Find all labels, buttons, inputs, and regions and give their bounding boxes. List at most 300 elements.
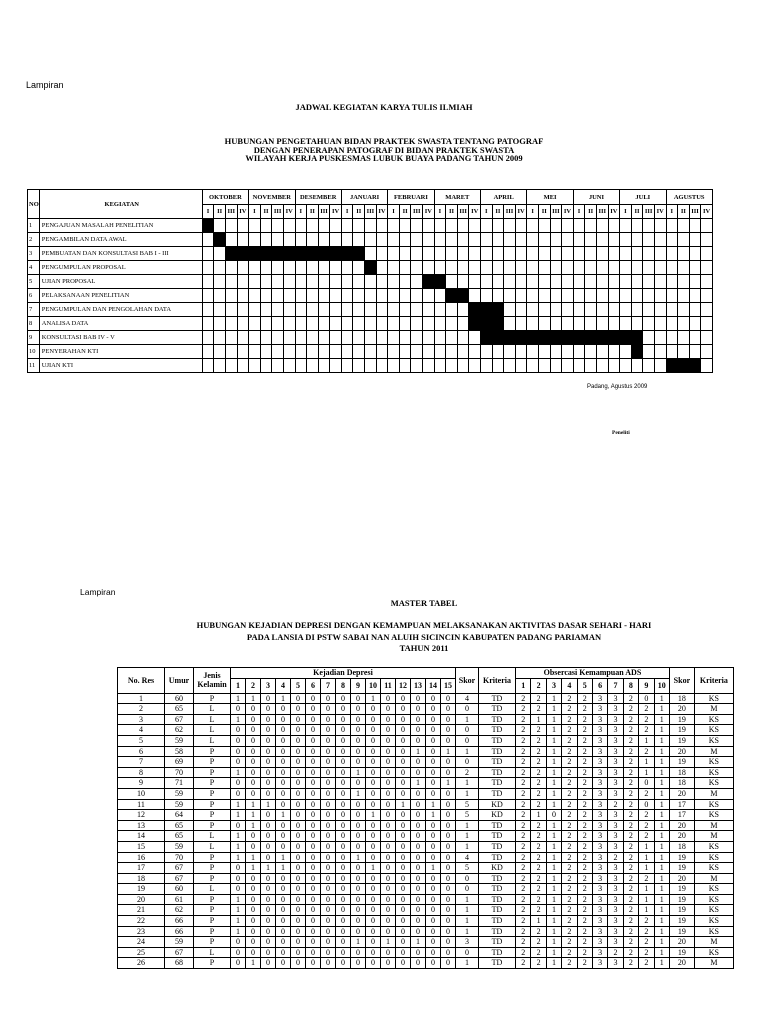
cell-umur: 66 (165, 926, 194, 937)
cell-skor: 1 (456, 894, 479, 905)
gantt-cell (423, 317, 435, 331)
gantt-cell (272, 261, 284, 275)
gantt-cell (504, 359, 516, 373)
gantt-bar-cell (596, 331, 608, 345)
cell-depresi-item: 0 (306, 810, 321, 821)
gantt-cell (538, 317, 550, 331)
cell-depresi-item: 0 (321, 873, 336, 884)
gantt-bar-cell (272, 247, 284, 261)
cell-depresi-item: 0 (261, 704, 276, 715)
month-header: JANUARI (341, 190, 387, 205)
cell-depresi-item: 0 (351, 746, 366, 757)
month-header: MARET (434, 190, 480, 205)
activity-name: UJIAN PROPOSAL (39, 275, 202, 289)
cell-depresi-item: 1 (246, 799, 261, 810)
cell-skor-2: 17 (669, 799, 694, 810)
cell-ads-item: 1 (546, 884, 561, 895)
cell-depresi-item: 0 (426, 831, 441, 842)
gantt-cell (469, 275, 481, 289)
cell-depresi-item: 0 (411, 863, 426, 874)
cell-ads-item: 1 (546, 873, 561, 884)
gantt-cell (666, 219, 678, 233)
cell-depresi-item: 1 (441, 746, 456, 757)
gantt-cell (388, 359, 400, 373)
cell-skor-2: 19 (669, 852, 694, 863)
cell-kriteria: TD (479, 788, 516, 799)
gantt-cell (341, 289, 353, 303)
gantt-cell (585, 261, 597, 275)
cell-depresi-item: 0 (351, 735, 366, 746)
gantt-cell (399, 219, 411, 233)
gantt-cell (527, 233, 539, 247)
cell-kriteria: TD (479, 937, 516, 948)
gantt-row (28, 289, 713, 303)
cell-umur: 60 (165, 884, 194, 895)
cell-depresi-item: 0 (426, 916, 441, 927)
gantt-cell (550, 303, 562, 317)
gantt-cell (608, 289, 620, 303)
cell-depresi-item: 0 (336, 916, 351, 927)
cell-ads-item: 2 (531, 820, 546, 831)
gantt-cell (272, 233, 284, 247)
gantt-cell (411, 317, 423, 331)
cell-depresi-item: 0 (291, 947, 306, 958)
gantt-cell (388, 331, 400, 345)
cell-depresi-item: 0 (336, 810, 351, 821)
cell-depresi-item: 0 (411, 852, 426, 863)
gantt-cell (504, 345, 516, 359)
gantt-cell (283, 317, 295, 331)
gantt-cell (283, 331, 295, 345)
gantt-cell (596, 261, 608, 275)
cell-ads-item: 1 (546, 958, 561, 969)
cell-kriteria: TD (479, 916, 516, 927)
cell-ads-item: 2 (531, 831, 546, 842)
depresi-item-header: 12 (396, 678, 411, 693)
cell-depresi-item: 0 (321, 788, 336, 799)
cell-depresi-item: 0 (396, 841, 411, 852)
cell-depresi-item: 0 (351, 810, 366, 821)
cell-depresi-item: 0 (381, 926, 396, 937)
cell-depresi-item: 1 (366, 863, 381, 874)
cell-no-res: 3 (118, 714, 165, 725)
cell-depresi-item: 0 (411, 905, 426, 916)
gantt-cell (538, 303, 550, 317)
cell-ads-item: 1 (546, 863, 561, 874)
cell-ads-item: 2 (577, 746, 592, 757)
gantt-cell (504, 275, 516, 289)
cell-kriteria: TD (479, 841, 516, 852)
cell-ads-item: 2 (639, 788, 654, 799)
cell-ads-item: 1 (654, 735, 669, 746)
cell-jenis-kelamin: P (194, 820, 231, 831)
gantt-cell (237, 289, 249, 303)
week-header: IV (237, 205, 249, 219)
cell-depresi-item: 0 (291, 873, 306, 884)
cell-skor-2: 20 (669, 704, 694, 715)
gantt-cell (295, 261, 307, 275)
cell-ads-item: 1 (654, 799, 669, 810)
cell-kriteria-2: M (694, 831, 733, 842)
cell-depresi-item: 1 (396, 799, 411, 810)
cell-depresi-item: 0 (411, 810, 426, 821)
cell-depresi-item: 0 (336, 947, 351, 958)
gantt-bar-cell (481, 303, 493, 317)
cell-ads-item: 2 (562, 693, 577, 704)
cell-depresi-item: 0 (441, 767, 456, 778)
gantt-cell (527, 261, 539, 275)
cell-jenis-kelamin: P (194, 767, 231, 778)
cell-ads-item: 2 (531, 873, 546, 884)
gantt-cell (701, 261, 713, 275)
gantt-cell (596, 303, 608, 317)
cell-ads-item: 1 (546, 916, 561, 927)
cell-ads-item: 2 (623, 894, 638, 905)
cell-depresi-item: 0 (366, 894, 381, 905)
gantt-cell (260, 331, 272, 345)
gantt-cell (538, 233, 550, 247)
week-header: IV (423, 205, 435, 219)
cell-depresi-item: 0 (441, 693, 456, 704)
cell-jenis-kelamin: P (194, 693, 231, 704)
gantt-cell (307, 303, 319, 317)
cell-skor-2: 20 (669, 788, 694, 799)
cell-depresi-item: 0 (246, 788, 261, 799)
gantt-cell (457, 247, 469, 261)
cell-ads-item: 2 (516, 820, 531, 831)
cell-depresi-item: 0 (351, 916, 366, 927)
cell-depresi-item: 0 (351, 757, 366, 768)
master-row (118, 757, 734, 768)
cell-depresi-item: 0 (381, 884, 396, 895)
gantt-cell (388, 303, 400, 317)
gantt-cell (214, 331, 226, 345)
cell-depresi-item: 0 (291, 788, 306, 799)
gantt-cell (376, 317, 388, 331)
signer: Peneliti (612, 430, 630, 436)
cell-ads-item: 2 (516, 810, 531, 821)
gantt-cell (260, 233, 272, 247)
week-header: II (538, 205, 550, 219)
week-header: II (492, 205, 504, 219)
cell-depresi-item: 0 (426, 841, 441, 852)
ads-item-header: 3 (546, 678, 561, 693)
cell-depresi-item: 0 (306, 863, 321, 874)
cell-ads-item: 2 (639, 947, 654, 958)
cell-ads-item: 1 (639, 905, 654, 916)
gantt-cell (596, 247, 608, 261)
cell-depresi-item: 1 (276, 693, 291, 704)
cell-ads-item: 2 (639, 820, 654, 831)
gantt-cell (643, 317, 655, 331)
cell-depresi-item: 0 (411, 884, 426, 895)
gantt-cell (643, 303, 655, 317)
cell-ads-item: 3 (608, 926, 623, 937)
cell-kriteria-2: M (694, 704, 733, 715)
gantt-cell (678, 247, 690, 261)
cell-ads-item: 1 (654, 820, 669, 831)
activity-no: 2 (28, 233, 40, 247)
cell-depresi-item: 0 (276, 916, 291, 927)
gantt-cell (214, 247, 226, 261)
cell-depresi-item: 0 (246, 894, 261, 905)
cell-skor-2: 20 (669, 958, 694, 969)
cell-depresi-item: 0 (381, 831, 396, 842)
week-header: IV (515, 205, 527, 219)
month-header: DESEMBER (295, 190, 341, 205)
cell-depresi-item: 0 (396, 810, 411, 821)
gantt-cell (550, 359, 562, 373)
cell-depresi-item: 0 (366, 831, 381, 842)
gantt-cell (376, 247, 388, 261)
cell-depresi-item: 1 (231, 799, 246, 810)
gantt-cell (515, 289, 527, 303)
gantt-cell (365, 359, 377, 373)
gantt-cell (596, 219, 608, 233)
cell-depresi-item: 0 (441, 852, 456, 863)
gantt-cell (307, 317, 319, 331)
cell-depresi-item: 0 (261, 746, 276, 757)
gantt-cell (272, 331, 284, 345)
gantt-cell (411, 359, 423, 373)
cell-ads-item: 3 (608, 820, 623, 831)
cell-depresi-item: 0 (291, 905, 306, 916)
cell-ads-item: 3 (592, 905, 607, 916)
gantt-cell (353, 261, 365, 275)
activity-name: PENGAMBILAN DATA AWAL (39, 233, 202, 247)
cell-kriteria-2: KS (694, 810, 733, 821)
gantt-cell (249, 261, 261, 275)
cell-depresi-item: 0 (426, 937, 441, 948)
cell-kriteria: TD (479, 693, 516, 704)
cell-depresi-item: 0 (411, 788, 426, 799)
gantt-cell (307, 345, 319, 359)
master-row (118, 788, 734, 799)
cell-ads-item: 2 (623, 757, 638, 768)
gantt-cell (654, 289, 666, 303)
cell-ads-item: 1 (546, 937, 561, 948)
gantt-cell (550, 247, 562, 261)
gantt-cell (573, 247, 585, 261)
cell-kriteria-2: KS (694, 693, 733, 704)
cell-ads-item: 1 (654, 937, 669, 948)
cell-depresi-item: 0 (441, 937, 456, 948)
cell-ads-item: 2 (577, 873, 592, 884)
week-header: III (318, 205, 330, 219)
cell-depresi-item: 0 (246, 916, 261, 927)
gantt-cell (701, 219, 713, 233)
gantt-cell (225, 331, 237, 345)
cell-ads-item: 2 (562, 905, 577, 916)
gantt-cell (678, 289, 690, 303)
gantt-cell (330, 233, 342, 247)
gantt-cell (249, 289, 261, 303)
gantt-cell (318, 219, 330, 233)
gantt-bar-cell (260, 247, 272, 261)
cell-skor-2: 19 (669, 714, 694, 725)
cell-depresi-item: 0 (426, 746, 441, 757)
cell-skor: 0 (456, 735, 479, 746)
gantt-cell (689, 331, 701, 345)
cell-skor: 5 (456, 799, 479, 810)
gantt-cell (237, 261, 249, 275)
gantt-row (28, 345, 713, 359)
cell-kriteria-2: KS (694, 916, 733, 927)
col-header-skor: Skor (456, 668, 479, 694)
gantt-cell (341, 331, 353, 345)
gantt-cell (457, 345, 469, 359)
cell-ads-item: 3 (608, 810, 623, 821)
gantt-cell (388, 219, 400, 233)
cell-ads-item: 2 (577, 820, 592, 831)
gantt-cell (388, 233, 400, 247)
cell-depresi-item: 0 (306, 799, 321, 810)
cell-ads-item: 1 (654, 714, 669, 725)
cell-depresi-item: 0 (426, 894, 441, 905)
cell-depresi-item: 0 (246, 884, 261, 895)
cell-ads-item: 2 (577, 714, 592, 725)
cell-depresi-item: 0 (261, 693, 276, 704)
gantt-bar-cell (689, 359, 701, 373)
gantt-cell (330, 261, 342, 275)
gantt-cell (353, 359, 365, 373)
cell-ads-item: 1 (546, 767, 561, 778)
cell-depresi-item: 0 (276, 873, 291, 884)
gantt-cell (631, 247, 643, 261)
gantt-cell (423, 247, 435, 261)
gantt-cell (260, 359, 272, 373)
cell-ads-item: 2 (608, 852, 623, 863)
gantt-cell (701, 303, 713, 317)
gantt-cell (481, 233, 493, 247)
gantt-cell (469, 331, 481, 345)
cell-ads-item: 3 (592, 693, 607, 704)
cell-ads-item: 2 (623, 884, 638, 895)
cell-depresi-item: 1 (231, 852, 246, 863)
cell-depresi-item: 0 (246, 873, 261, 884)
gantt-cell (701, 275, 713, 289)
gantt-cell (341, 275, 353, 289)
master-subtitle-line: HUBUNGAN KEJADIAN DEPRESI DENGAN KEMAMPUAN MELAKSANAKAN AKTIVITAS DASAR SEHARI - HARI (196, 620, 652, 630)
gantt-cell (515, 219, 527, 233)
week-header: III (365, 205, 377, 219)
gantt-cell (666, 331, 678, 345)
cell-ads-item: 1 (531, 714, 546, 725)
cell-depresi-item: 0 (321, 714, 336, 725)
gantt-cell (515, 303, 527, 317)
cell-ads-item: 3 (592, 799, 607, 810)
cell-no-res: 2 (118, 704, 165, 715)
cell-ads-item: 1 (546, 926, 561, 937)
cell-skor: 0 (456, 884, 479, 895)
gantt-bar-cell (631, 331, 643, 345)
cell-depresi-item: 0 (261, 926, 276, 937)
gantt-cell (457, 261, 469, 275)
cell-skor-2: 19 (669, 947, 694, 958)
cell-depresi-item: 0 (246, 714, 261, 725)
gantt-cell (678, 275, 690, 289)
gantt-cell (260, 219, 272, 233)
cell-ads-item: 2 (577, 863, 592, 874)
gantt-cell (295, 219, 307, 233)
cell-depresi-item: 0 (426, 757, 441, 768)
cell-ads-item: 2 (516, 947, 531, 958)
cell-jenis-kelamin: P (194, 778, 231, 789)
cell-ads-item: 2 (531, 926, 546, 937)
gantt-cell (457, 275, 469, 289)
cell-ads-item: 1 (654, 746, 669, 757)
cell-depresi-item: 0 (276, 704, 291, 715)
gantt-cell (411, 275, 423, 289)
cell-depresi-item: 0 (411, 757, 426, 768)
cell-depresi-item: 0 (336, 894, 351, 905)
cell-depresi-item: 0 (381, 704, 396, 715)
depresi-item-header: 15 (441, 678, 456, 693)
cell-depresi-item: 0 (246, 735, 261, 746)
week-header: I (341, 205, 353, 219)
activity-no: 1 (28, 219, 40, 233)
cell-skor: 2 (456, 767, 479, 778)
gantt-bar-cell (492, 303, 504, 317)
cell-depresi-item: 0 (231, 937, 246, 948)
activity-no: 6 (28, 289, 40, 303)
gantt-cell (585, 317, 597, 331)
gantt-row (28, 331, 713, 345)
cell-depresi-item: 1 (261, 863, 276, 874)
cell-ads-item: 2 (562, 937, 577, 948)
cell-ads-item: 3 (608, 725, 623, 736)
cell-skor-2: 19 (669, 916, 694, 927)
cell-ads-item: 2 (531, 905, 546, 916)
cell-umur: 69 (165, 757, 194, 768)
cell-depresi-item: 0 (306, 916, 321, 927)
cell-ads-item: 2 (516, 884, 531, 895)
cell-depresi-item: 0 (246, 725, 261, 736)
cell-depresi-item: 0 (351, 820, 366, 831)
gantt-bar-cell (620, 331, 632, 345)
depresi-item-header: 6 (306, 678, 321, 693)
cell-depresi-item: 0 (291, 735, 306, 746)
cell-ads-item: 3 (592, 958, 607, 969)
gantt-cell (492, 345, 504, 359)
gantt-cell (608, 275, 620, 289)
cell-umur: 70 (165, 767, 194, 778)
gantt-cell (515, 317, 527, 331)
activity-no: 9 (28, 331, 40, 345)
gantt-cell (689, 219, 701, 233)
cell-depresi-item: 0 (246, 778, 261, 789)
cell-depresi-item: 0 (351, 799, 366, 810)
gantt-cell (562, 261, 574, 275)
gantt-cell (527, 247, 539, 261)
gantt-row (28, 303, 713, 317)
cell-ads-item: 1 (639, 735, 654, 746)
cell-jenis-kelamin: P (194, 937, 231, 948)
gantt-table (27, 189, 713, 373)
cell-umur: 70 (165, 852, 194, 863)
cell-depresi-item: 0 (441, 905, 456, 916)
cell-no-res: 26 (118, 958, 165, 969)
gantt-cell (376, 233, 388, 247)
cell-ads-item: 2 (623, 841, 638, 852)
gantt-cell (585, 247, 597, 261)
cell-ads-item: 2 (562, 916, 577, 927)
gantt-cell (469, 233, 481, 247)
cell-ads-item: 2 (623, 810, 638, 821)
cell-ads-item: 2 (639, 958, 654, 969)
cell-skor: 1 (456, 831, 479, 842)
gantt-cell (620, 247, 632, 261)
